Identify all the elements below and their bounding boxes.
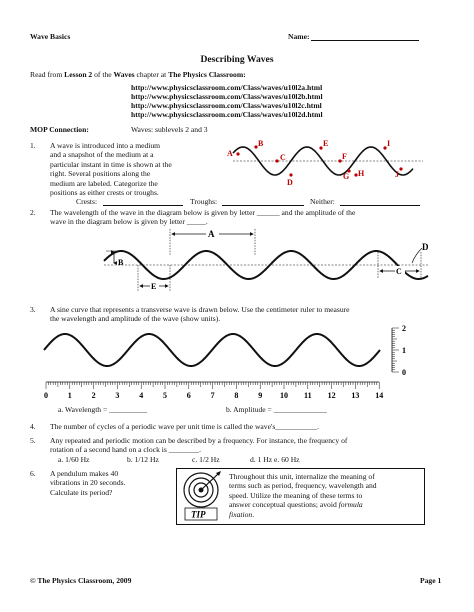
intro-line: [30, 70, 246, 79]
q3-number: 3.: [30, 305, 36, 314]
neither-label: Neither:: [310, 197, 335, 206]
q3-wave-diagram: [40, 322, 420, 402]
label-a: A: [227, 149, 233, 158]
url-1[interactable]: http://www.physicsclassroom.com/Class/waves/u10l2a.html: [131, 83, 323, 92]
tip-line: answer conceptual questions; avoid: [229, 500, 339, 510]
q5-option-d-e[interactable]: d. 1 Hz e. 60 Hz: [250, 455, 300, 464]
q2-line-1: The wavelength of the wave in the diagram below is given by letter ______ and the amplitude of the: [50, 208, 356, 217]
tip-text: [229, 472, 377, 519]
q1-line: A wave is introduced into a medium: [50, 141, 161, 150]
point-j: [399, 167, 402, 170]
q2-label-d: D: [422, 242, 429, 252]
label-h: H: [358, 169, 365, 178]
mop-label: MOP Connection:: [30, 125, 89, 134]
tip-italic-fixation: fixation: [229, 509, 253, 519]
q4-number: 4.: [30, 422, 36, 431]
ruler-label: 6: [186, 391, 191, 400]
ruler-label: 5: [163, 391, 167, 400]
troughs-label: Troughs:: [190, 197, 218, 206]
point-c: [275, 159, 278, 162]
q4-text: The number of cycles of a periodic wave per unit time is called the wave's___________.: [50, 422, 319, 431]
label-g: G: [343, 172, 350, 181]
q1-line: and a snapshot of the medium at a: [50, 150, 154, 160]
name-label: Name:: [288, 32, 310, 41]
q6-number: 6.: [30, 469, 36, 478]
vruler-label: 2: [402, 324, 406, 333]
ruler-label: 14: [375, 391, 384, 400]
tip-label: TIP: [191, 509, 206, 520]
intro-mid2: chapter at: [134, 70, 169, 79]
ruler-label: 9: [258, 391, 263, 400]
intro-mid1: of the: [92, 70, 114, 79]
tip-end: .: [252, 509, 255, 519]
troughs-blank[interactable]: [222, 205, 304, 206]
point-a: [236, 152, 239, 155]
label-e: E: [323, 139, 329, 148]
vruler-label: 1: [402, 346, 406, 355]
url-3[interactable]: http://www.physicsclassroom.com/Class/waves/u10l2c.html: [131, 101, 322, 110]
q2-label-e: E: [151, 282, 157, 291]
ruler-label: 3: [115, 391, 120, 400]
label-j: J: [395, 170, 399, 179]
label-c: C: [280, 153, 286, 162]
q2-label-c: C: [396, 267, 402, 276]
name-blank: [311, 40, 419, 41]
d-pointer: [412, 248, 422, 263]
intro-site: The Physics Classroom:: [168, 70, 246, 79]
mop-value: Waves: sublevels 2 and 3: [131, 125, 208, 134]
q2-number: 2.: [30, 208, 36, 217]
label-b: B: [258, 139, 264, 148]
label-d: D: [287, 178, 293, 187]
url-2[interactable]: http://www.physicsclassroom.com/Class/waves/u10l2b.html: [131, 92, 323, 101]
q6-text: [50, 469, 126, 497]
q1-text: [50, 141, 172, 197]
q3-line-2: the wavelength and amplitude of the wave (show units).: [50, 314, 221, 323]
tip-line: Throughout this unit, internalize the meaning of: [229, 472, 375, 481]
ruler-label: 4: [139, 391, 144, 400]
ruler-label: 8: [234, 391, 239, 400]
vertical-ruler: [392, 324, 406, 377]
q3-line-1: A sine curve that represents a transverse wave is drawn below. Use the centimeter ruler to measure: [50, 305, 350, 314]
label-f: F: [342, 152, 347, 161]
q2-label-b: B: [118, 258, 124, 267]
tip-icon: [180, 470, 222, 522]
q5-line-2: rotation of a second hand on a clock is ________.: [50, 445, 201, 454]
ruler-label: 7: [210, 391, 215, 400]
q2-label-a: A: [208, 229, 215, 239]
footer-page: Page 1: [420, 576, 442, 585]
q1-line: right. Several positions along the: [50, 169, 151, 179]
label-i: I: [387, 139, 391, 148]
crests-label: Crests:: [76, 197, 98, 206]
ruler-label: 12: [327, 391, 336, 400]
q2-wave-diagram: [100, 225, 430, 297]
url-4[interactable]: http://www.physicsclassroom.com/Class/waves/u10l2d.html: [131, 110, 323, 119]
crests-blank[interactable]: [103, 205, 183, 206]
q1-line: medium are labeled. Categorize the: [50, 178, 158, 188]
q3-wavelength[interactable]: a. Wavelength = __________: [58, 405, 148, 414]
intro-lesson: Lesson 2: [64, 70, 93, 79]
ruler-label: 1: [67, 391, 72, 400]
tip-line: terms such as period, frequency, wavelength and: [229, 481, 377, 491]
header-title: Wave Basics: [30, 32, 71, 41]
q1-number: 1.: [30, 141, 36, 150]
ruler-label: 13: [351, 391, 360, 400]
q5-option-b[interactable]: b. 1/12 Hz: [127, 455, 159, 464]
intro-chapter: Waves: [113, 70, 135, 79]
q2-line-2: wave in the diagram below is given by letter _____.: [50, 217, 208, 226]
neither-blank[interactable]: [340, 205, 420, 206]
q6-line: A pendulum makes 40: [50, 469, 119, 478]
q5-number: 5.: [30, 436, 36, 445]
footer-copyright: © The Physics Classroom, 2009: [30, 576, 132, 585]
tip-italic-formula: formula: [338, 500, 363, 510]
tip-line: speed. Utilize the meaning of these terms to: [229, 490, 363, 500]
vruler-label: 0: [402, 368, 406, 377]
point-d: [289, 173, 292, 176]
ruler-label: 11: [304, 391, 312, 400]
q3-amplitude[interactable]: b. Amplitude = ______________: [226, 405, 327, 414]
q1-line: positions as either crests or troughs.: [50, 188, 159, 198]
horizontal-ruler: [44, 382, 383, 400]
q1-wave-diagram: [225, 135, 425, 190]
ruler-label: 2: [91, 391, 96, 400]
q6-line: vibrations in 20 seconds.: [50, 478, 126, 488]
q1-wave-curve: [233, 147, 413, 175]
page-title: Describing Waves: [200, 54, 274, 65]
q6-line: Calculate its period?: [50, 487, 113, 497]
ruler-label: 0: [44, 391, 48, 400]
ruler-label: 10: [280, 391, 288, 400]
q5-option-a[interactable]: a. 1/60 Hz: [58, 455, 90, 464]
q5-line-1: Any repeated and periodic motion can be described by a frequency. For instance, the frequency of: [50, 436, 348, 445]
q1-line: particular instant in time is shown at the: [50, 159, 172, 169]
intro-prefix: Read from: [30, 70, 65, 79]
q5-option-c[interactable]: c. 1/2 Hz: [192, 455, 220, 464]
q3-wave-curve: [44, 334, 380, 366]
q1-point-labels: [227, 139, 399, 187]
